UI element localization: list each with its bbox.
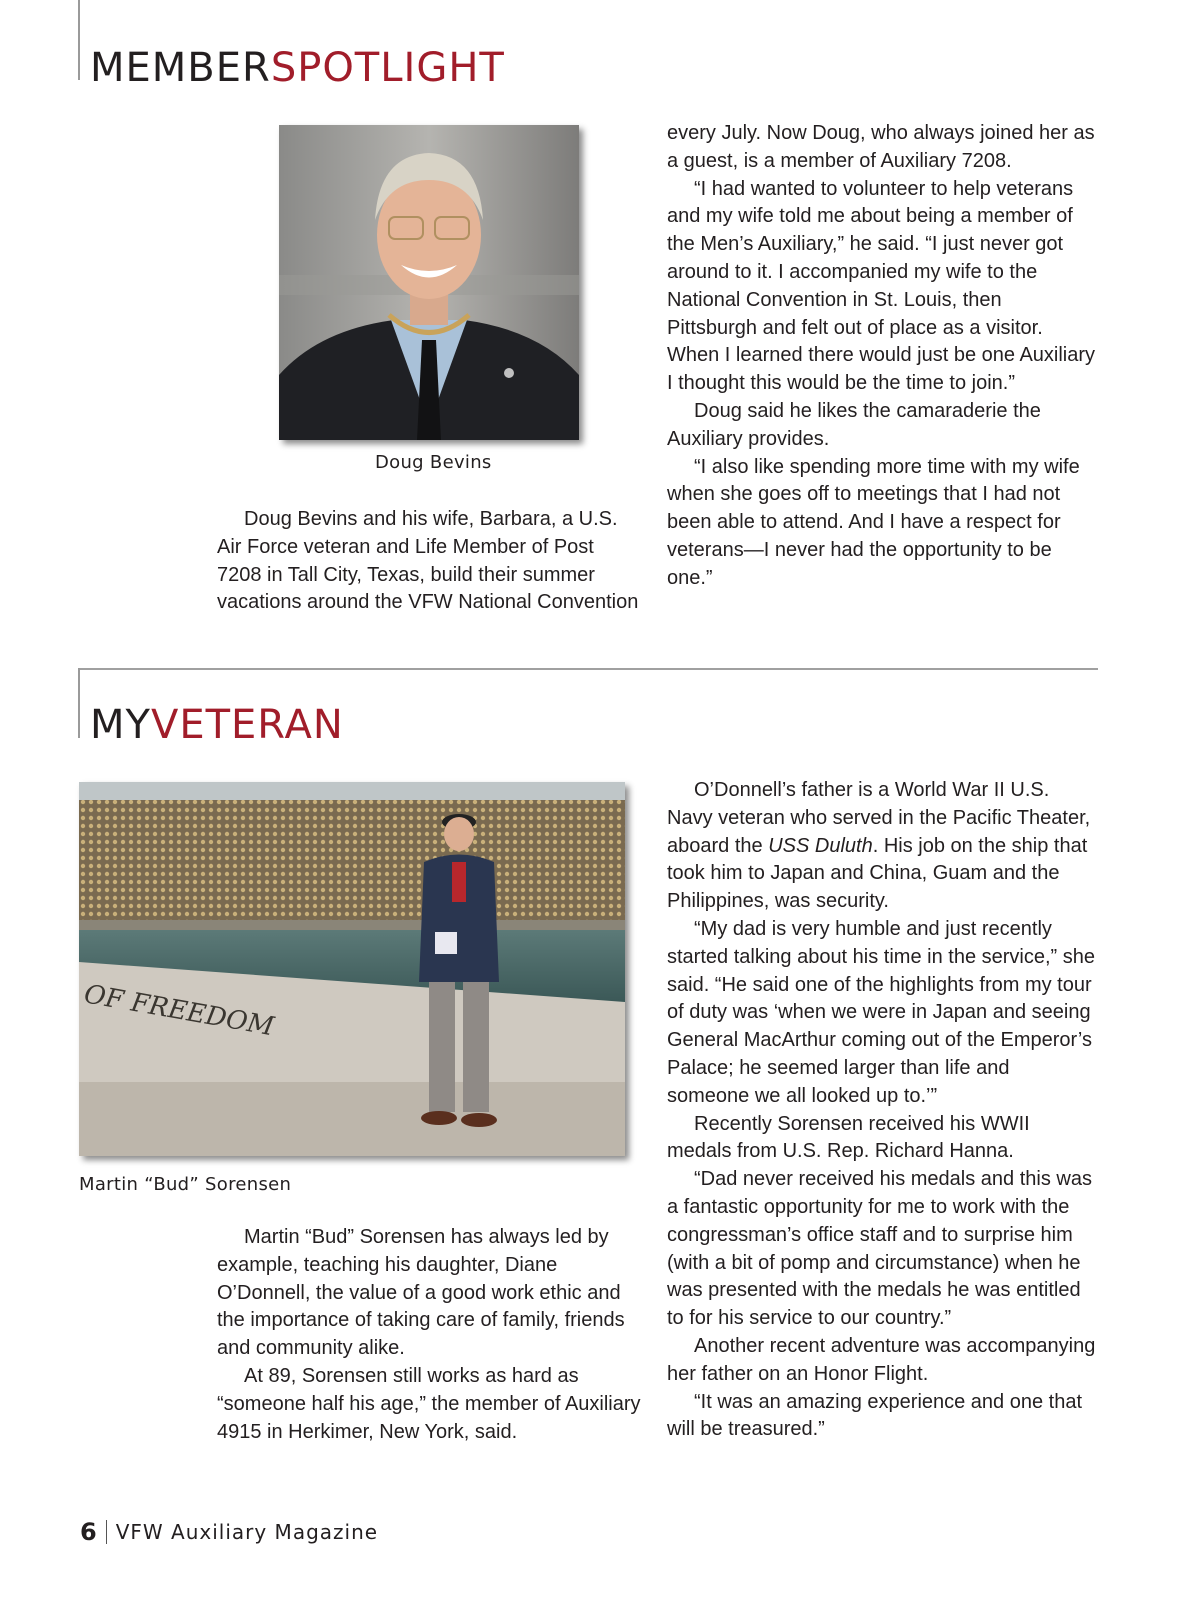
veteran-left-column (217, 1224, 641, 1446)
paragraph: Doug said he likes the camaraderie the Auxiliary provides. (667, 399, 1041, 450)
page-footer (80, 1518, 378, 1546)
spotlight-right-column (667, 120, 1097, 593)
martin-sorensen-photo (79, 782, 625, 1156)
section-rule-vertical (78, 668, 80, 738)
paragraph: “My dad is very humble and just recently started talking about his time in the service,” she said. “He said one of the highlights from my tour of duty was ‘when we were in Japan and seeing General MacArthur coming out of the Emperor’s Palace; he seemed larger than life and someone we all looked up to.’” (667, 917, 1095, 1107)
paragraph: “It was an amazing experience and one that will be treasured.” (667, 1390, 1083, 1441)
spotlight-left-column (217, 506, 641, 617)
ship-name: USS Duluth (768, 834, 873, 857)
doug-bevins-caption: Doug Bevins (375, 452, 492, 473)
paragraph: Martin “Bud” Sorensen has always led by example, teaching his daughter, Diane O’Donnell, the value of a good work ethic and the importance of taking care of family, friends and community alike. (217, 1226, 625, 1360)
publication-name: VFW Auxiliary Magazine (115, 1520, 379, 1544)
paragraph: “I had wanted to volunteer to help veterans and my wife told me about being a member of the Men’s Auxiliary,” he said. “I just never got around to it. I accompanied my wife to the National Convention in St. Louis, then Pittsburgh and felt out of place as a visitor. When I learned there would just be one Auxiliary I thought this would be the time to join.” (667, 177, 1096, 395)
my-veteran-heading: MYVETERAN (90, 702, 344, 748)
paragraph: O’Donnell’s father is a World War II U.S. Navy veteran who served in the Pacific Theater, aboard the USS Duluth. His job on the ship that took him to Japan and China, Guam and the Philippines, was security. (667, 779, 1091, 913)
paragraph: Another recent adventure was accompanying her father on an Honor Flight. (667, 1334, 1096, 1385)
paragraph: At 89, Sorensen still works as hard as “someone half his age,” the member of Auxiliary 4915 in Herkimer, New York, said. (217, 1364, 641, 1443)
paragraph: every July. Now Doug, who always joined her as a guest, is a member of Auxiliary 7208. (667, 122, 1095, 172)
paragraph: Doug Bevins and his wife, Barbara, a U.S. Air Force veteran and Life Member of Post 7208 in Tall City, Texas, build their summer vacations around the VFW National Convention (217, 508, 639, 614)
engraving-text: OF FREEDOM (81, 979, 277, 1043)
section-rule-vertical (78, 0, 80, 80)
footer-separator (106, 1520, 107, 1544)
martin-sorensen-caption: Martin “Bud” Sorensen (79, 1174, 292, 1195)
paragraph: “Dad never received his medals and this was a fantastic opportunity for me to work with the congressman’s office staff and to surprise him (with a bit of pomp and circumstance) when he was presented with the medals he was entitled to for his service to our country.” (667, 1168, 1092, 1330)
doug-bevins-photo (279, 125, 579, 440)
page-number: 6 (80, 1518, 98, 1546)
paragraph: “I also like spending more time with my wife when she goes off to meetings that I had not been able to attend. And I have a respect for veterans—I never had the opportunity to be one.” (667, 455, 1080, 589)
member-spotlight-heading: MEMBERSPOTLIGHT (90, 45, 505, 91)
paragraph: Recently Sorensen received his WWII medals from U.S. Rep. Richard Hanna. (667, 1112, 1030, 1163)
section-divider (78, 668, 1098, 670)
veteran-right-column (667, 777, 1097, 1444)
